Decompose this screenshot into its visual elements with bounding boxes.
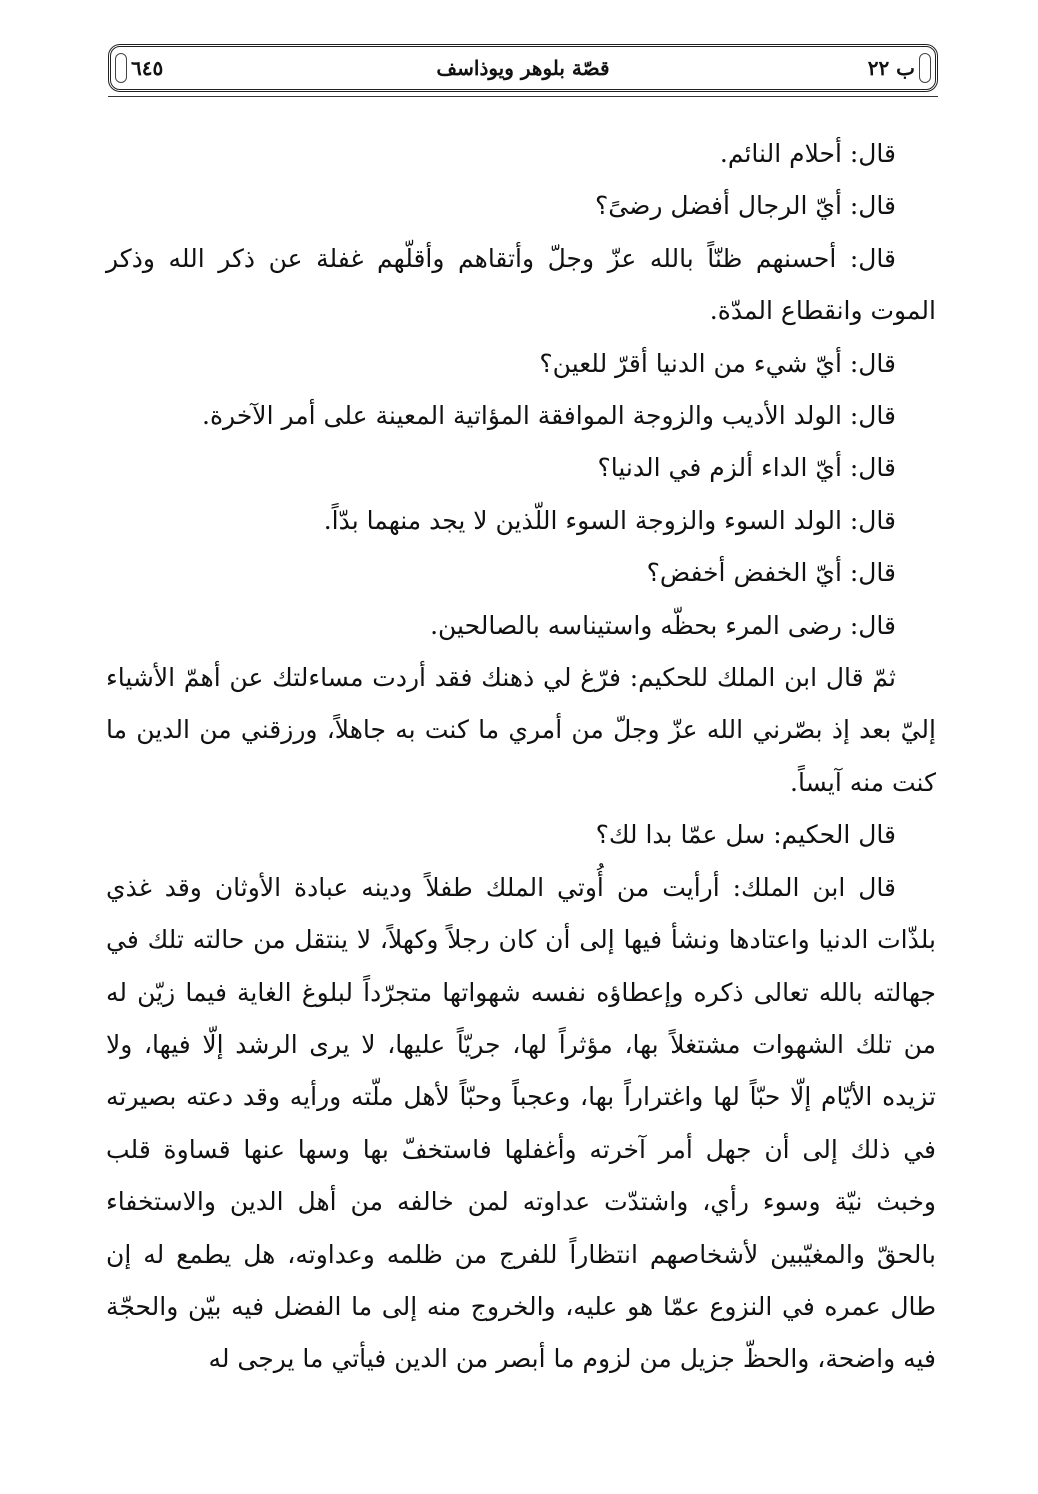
- page-number: ٦٤٥: [131, 56, 164, 80]
- paragraph: قال الحكيم: سل عمّا بدا لك؟: [595, 820, 896, 850]
- paragraph: قال: أيّ شيء من الدنيا أقرّ للعين؟: [539, 348, 896, 378]
- chapter-label: ب ٢٢: [867, 56, 915, 80]
- paragraph: قال: أيّ الخفض أخفض؟: [646, 558, 896, 588]
- paragraph: قال: الولد الأديب والزوجة الموافقة المؤاتية المعينة على أمر الآخرة.: [202, 401, 896, 431]
- running-header: [108, 44, 938, 92]
- paragraph: قال: أيّ الرجال أفضل رضىً؟: [595, 191, 896, 221]
- paragraph: قال: الولد السوء والزوجة السوء اللّذين لا يجد منهما بدّاً.: [323, 505, 896, 535]
- paragraph: قال: أيّ الداء ألزم في الدنيا؟: [597, 453, 896, 483]
- paragraph: ثمّ قال ابن الملك للحكيم: فرّغ لي ذهنك فقد أردت مساءلتك عن أهمّ الأشياء إليّ بعد إذ بصّرني الله عزّ وجلّ من أمري ما كنت به جاهلاً، ورزقني من الدين ما كنت منه آيساً.: [106, 663, 936, 797]
- paragraph: قال: أحسنهم ظنّاً بالله عزّ وجلّ وأتقاهم وأقلّهم غفلة عن ذكر الله وذكر الموت وانقطاع المدّة.: [106, 243, 936, 326]
- running-title: قصّة بلوهر ويوذاسف: [436, 56, 610, 80]
- header-divider: [108, 96, 938, 97]
- paragraph: قال: رضى المرء بحظّه واستيناسه بالصالحين.: [430, 610, 896, 640]
- paragraph: قال: أحلام النائم.: [719, 139, 896, 168]
- body-text: [106, 128, 936, 1386]
- paragraph: قال ابن الملك: أرأيت من أُوتي الملك طفلاً ودينه عبادة الأوثان وقد غذي بلذّات الدنيا واعتادها ونشأ فيها إلى أن كان رجلاً وكهلاً، لا ينتقل من حالته تلك في جهالته بالله تعالى ذكره وإعطاؤه نفسه شهواتها متجرّداً لبلوغ الغاية فيما زيّن له من تلك الشهوات مشتغلاً بها، مؤثراً لها، جريّاً عليها، لا يرى الرشد إلّا فيها، ولا تزيده الأيّام إلّا حبّاً لها واغتراراً بها، وعجباً وحبّاً لأهل ملّته ورأيه وقد دعته بصيرته في ذلك إلى أن جهل أمر آخرته وأغفلها فاستخفّ بها وسها عنها قساوة قلب وخبث نيّة وسوء رأي، واشتدّت عداوته لمن خالفه من أهل الدين والاستخفاء بالحقّ والمغيّبين لأشخاصهم انتظاراً للفرج من ظلمه وعداوته، هل يطمع له إن طال عمره في النزوع عمّا هو عليه، والخروج منه إلى ما الفضل فيه بيّن والحجّة فيه واضحة، والحظّ جزيل من لزوم ما أبصر من الدين فيأتي ما يرجى له: [106, 872, 936, 1374]
